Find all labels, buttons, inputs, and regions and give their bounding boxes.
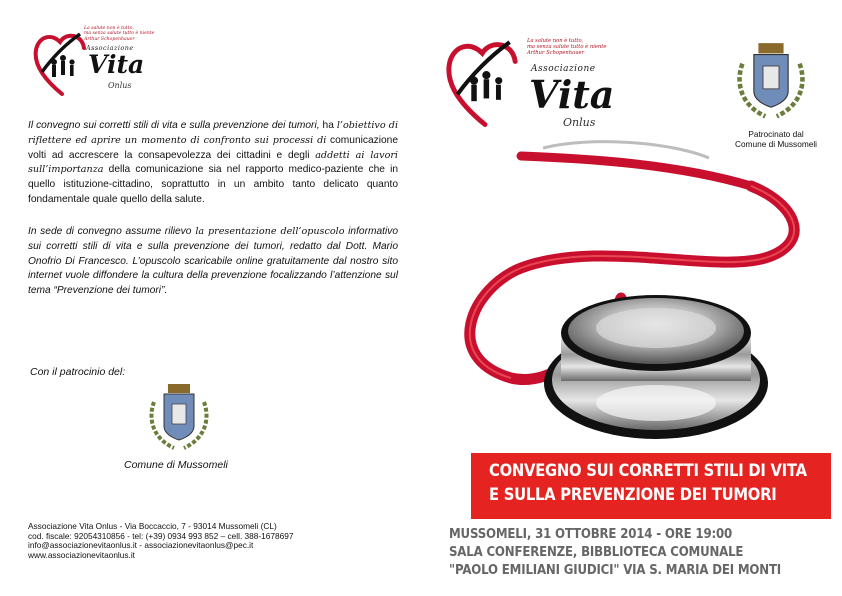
right-panel (421, 0, 842, 596)
footer-website[interactable]: www.associazionevitaonlus.it (28, 549, 135, 560)
footer-fiscal: cod. fiscale: 92054310856 - tel: (+39) 0934 993 852 – cell. 388-1678697 (28, 530, 294, 541)
logo-motto: La salute non è tutto, ma senza salute tutto è niente Arthur Schopenhauer (84, 26, 155, 42)
logo-vita: Vita (529, 72, 615, 117)
logo-vita: Vita (88, 50, 145, 79)
coat-of-arms-icon (731, 36, 811, 128)
logo-associazione: Associazione (86, 44, 134, 52)
intro-paragraph-2: In sede di convegno assume rilievo la presentazione dell’opuscolo informativo sui corretti stili di vita e sulla prevenzione dei tumori, redatto dal Dott. Mario Onofrio Di Francesco. L’opuscolo scaricabile online gratuitamente dal nostro sito internet vuole diffondere la cultura della prevenzione focalizzando l’attenzione sul tema “Prevenzione dei tumori”. (28, 226, 398, 297)
coat-of-arms-icon (144, 382, 214, 454)
stethoscope-image (451, 128, 841, 453)
heart-logo-icon (439, 34, 531, 130)
patronage-comune: Comune di Mussomeli (124, 459, 228, 471)
banner-line-1: CONVEGNO SUI CORRETTI STILI DI VITA (489, 461, 807, 481)
patrocinato-label: Patrocinato dal Comune di Mussomeli (734, 129, 818, 149)
event-venue: SALA CONFERENZE, BIBBLIOTECA COMUNALE (449, 545, 744, 560)
event-address: "PAOLO EMILIANI GIUDICI" VIA S. MARIA DEI MONTI (449, 563, 782, 578)
footer-contacts (28, 522, 293, 560)
event-title-banner (471, 453, 831, 519)
footer-email[interactable]: info@associazionevitaonlus.it - associazionevitaonlus@pec.it (28, 540, 254, 551)
heart-logo-icon (32, 28, 92, 98)
intro-paragraph-1: Il convegno sui corretti stili di vita e sulla prevenzione dei tumori, ha l’obiettivo di riflettere ed aprire un momento di confronto sui processi di comunicazione volti ad accrescere la consapevolezza dei cittadini e degli addetti ai lavori sull’importanza della comunicazione sia nel rapporto medico-paziente che in quello istituzione-cittadino, soprattutto in un ambito tanto delicato quanto fondamentale quale quello della salute. (28, 120, 399, 205)
logo-onlus: Onlus (108, 81, 132, 90)
banner-line-2: E SULLA PREVENZIONE DEI TUMORI (489, 485, 777, 505)
logo-associazione: Associazione (531, 64, 596, 74)
logo-onlus: Onlus (563, 116, 596, 129)
patronage-label: Con il patrocinio del: (30, 366, 126, 378)
event-date-time: MUSSOMELI, 31 OTTOBRE 2014 - ORE 19:00 (449, 527, 733, 542)
vita-logo-small (32, 24, 155, 104)
footer-address: Associazione Vita Onlus - Via Boccaccio, 7 - 93014 Mussomeli (CL) (28, 521, 277, 531)
vita-logo-large (439, 34, 615, 134)
logo-motto: La salute non è tutto, ma senza salute tutto è niente Arthur Schopenhauer (527, 38, 607, 57)
